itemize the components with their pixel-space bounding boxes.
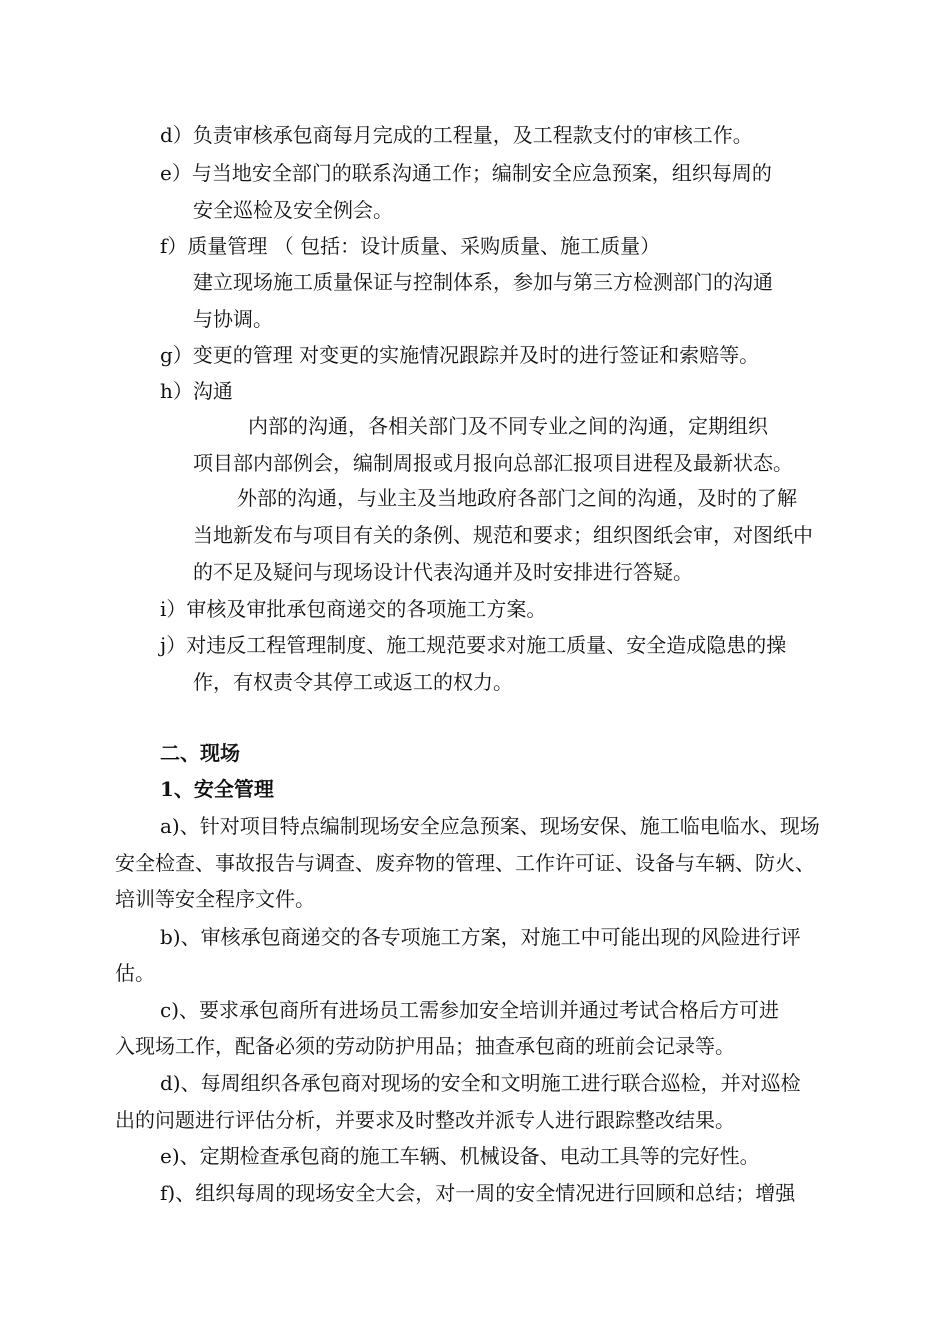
external-comm-line-1: 外部的沟通，与业主及当地政府各部门之间的沟通，及时的了解: [237, 486, 797, 510]
item-i-line-1: i）审核及审批承包商递交的各项施工方案。: [160, 597, 547, 621]
safety-d-line-1: d)、每周组织各承包商对现场的安全和文明施工进行联合巡检，并对巡检: [160, 1071, 801, 1095]
item-g-line-1: g）变更的管理 对变更的实施情况跟踪并及时的进行签证和索赔等。: [160, 343, 760, 367]
safety-a-line-1: a)、针对项目特点编制现场安全应急预案、现场安保、施工临电临水、现场: [160, 814, 820, 838]
item-j-line-1: j）对违反工程管理制度、施工规范要求对施工质量、安全造成隐患的操: [160, 633, 787, 657]
safety-b-line-1: b)、审核承包商递交的各专项施工方案，对施工中可能出现的风险进行评: [160, 925, 801, 949]
safety-a-line-2: 安全检查、事故报告与调查、废弃物的管理、工作许可证、设备与车辆、防火、: [115, 851, 815, 875]
external-comm-line-3: 的不足及疑问与现场设计代表沟通并及时安排进行答疑。: [193, 560, 693, 584]
safety-d-line-2: 出的问题进行评估分析，并要求及时整改并派专人进行跟踪整改结果。: [115, 1108, 735, 1132]
safety-e-line-1: e)、定期检查承包商的施工车辆、机械设备、电动工具等的完好性。: [160, 1144, 760, 1168]
safety-c-line-1: c)、要求承包商所有进场员工需参加安全培训并通过考试合格后方可进: [160, 998, 780, 1022]
item-j-line-2: 作，有权责令其停工或返工的权力。: [193, 670, 513, 694]
subsection-title: 1、安全管理: [160, 777, 274, 801]
item-e-line-1: e）与当地安全部门的联系沟通工作；编制安全应急预案，组织每周的: [160, 161, 772, 185]
internal-comm-line-2: 项目部内部例会，编制周报或月报向总部汇报项目进程及最新状态。: [193, 451, 793, 475]
item-d-line-1: d）负责审核承包商每月完成的工程量，及工程款支付的审核工作。: [160, 123, 753, 147]
item-f-line-2: 建立现场施工质量保证与控制体系，参加与第三方检测部门的沟通: [193, 270, 773, 294]
safety-a-line-3: 培训等安全程序文件。: [115, 887, 315, 911]
item-f-line-3: 与协调。: [193, 307, 273, 331]
safety-b-line-2: 估。: [115, 961, 155, 985]
section-title: 二、现场: [160, 741, 240, 765]
item-f-line-1: f）质量管理 （ 包括：设计质量、采购质量、施工质量）: [160, 234, 661, 258]
safety-c-line-2: 入现场工作，配备必须的劳动防护用品；抽查承包商的班前会记录等。: [115, 1034, 735, 1058]
external-comm-line-2: 当地新发布与项目有关的条例、规范和要求；组织图纸会审，对图纸中: [193, 523, 813, 547]
internal-comm-line-1: 内部的沟通，各相关部门及不同专业之间的沟通，定期组织: [248, 414, 768, 438]
item-e-line-2: 安全巡检及安全例会。: [193, 198, 393, 222]
item-h-line-1: h）沟通: [160, 379, 233, 403]
safety-f-line-1: f)、组织每周的现场安全大会，对一周的安全情况进行回顾和总结；增强: [160, 1181, 796, 1205]
